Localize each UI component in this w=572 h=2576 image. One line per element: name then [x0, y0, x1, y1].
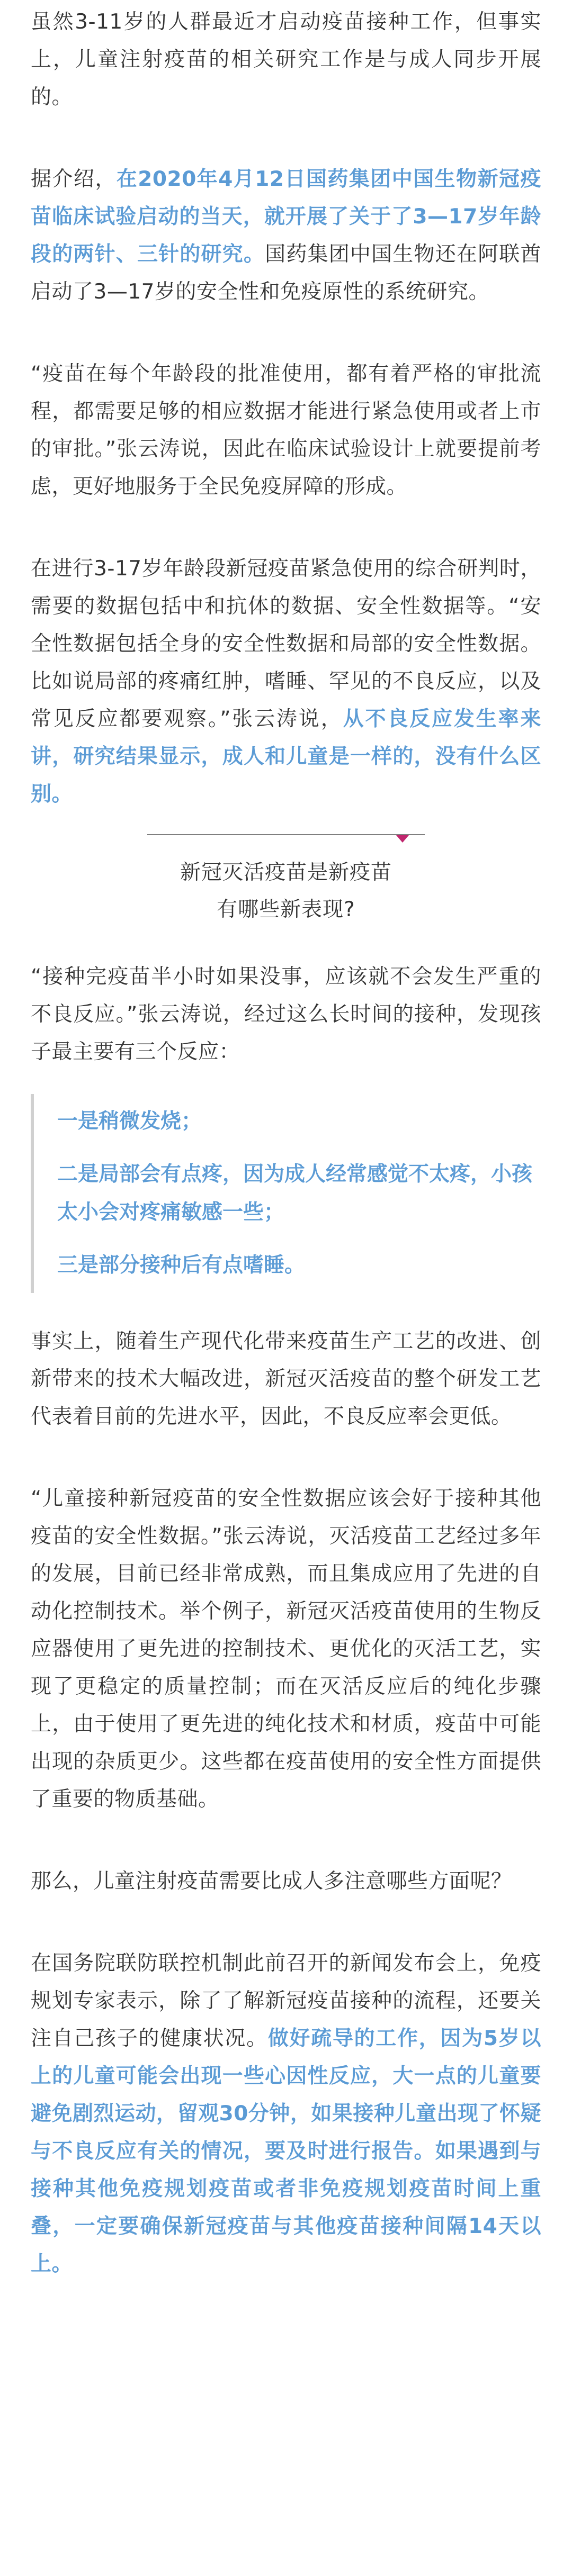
- paragraph-7: [31, 1480, 541, 1818]
- paragraph-text: 虽然3-11岁的人群最近才启动疫苗接种工作，但事实上，儿童注射疫苗的相关研究工作是与成人同步开展的。: [31, 10, 541, 109]
- paragraph-3: [31, 355, 541, 505]
- paragraph-text: “疫苗在每个年龄段的批准使用，都有着严格的审批流程，都需要足够的相应数据才能进行紧急使用或者上市的审批。”张云涛说，因此在临床试验设计上就要提前考虑，更好地服务于全民免疫屏障的形成。: [31, 362, 541, 499]
- paragraph-text: 据介绍，: [31, 167, 117, 191]
- paragraph-6: [31, 1323, 541, 1435]
- divider-line: [147, 834, 425, 835]
- paragraph-text: 在进行3-17岁年龄段新冠疫苗紧急使用的综合研判时，需要的数据包括中和抗体的数据、安全性数据等。“安全性数据包括全身的安全性数据和局部的安全性数据。比如说局部的疼痛红肿，嗜睡、罕见的不良反应，以及常见反应都要观察。”张云涛说，: [31, 557, 541, 731]
- paragraph-text: 事实上，随着生产现代化带来疫苗生产工艺的改进、创新带来的技术大幅改进，新冠灭活疫苗的整个研发工艺代表着目前的先进水平，因此，不良反应率会更低。: [31, 1330, 541, 1429]
- reaction-list-quote: [31, 1094, 541, 1293]
- triangle-marker-icon: [396, 835, 409, 843]
- paragraph-text: “接种完疫苗半小时如果没事，应该就不会发生严重的不良反应。”张云涛说，经过这么长时间的接种，发现孩子最主要有三个反应：: [31, 965, 541, 1064]
- section-heading: [31, 835, 541, 928]
- paragraph-5: [31, 958, 541, 1071]
- paragraph-text: 国药集团中国生物还在阿联酋启动了3—17岁的安全性和免疫原性的系统研究。: [31, 242, 541, 304]
- reaction-item-2: 二是局部会有点疼，因为成人经常感觉不太疼，小孩太小会对疼痛敏感一些；: [57, 1162, 533, 1224]
- paragraph-text: 在国务院联防联控机制此前召开的新闻发布会上，免疫规划专家表示，除了了解新冠疫苗接种的流程，还要关注自己孩子的健康状况。: [31, 1951, 541, 2050]
- section-divider: [31, 834, 541, 928]
- article-body: [31, 3, 541, 2283]
- paragraph-text: “儿童接种新冠疫苗的安全性数据应该会好于接种其他疫苗的安全性数据。”张云涛说，灭活疫苗工艺经过多年的发展，目前已经非常成熟，而且集成应用了先进的自动化控制技术。举个例子，新冠灭活疫苗使用的生物反应器使用了更先进的控制技术、更优化的灭活工艺，实现了更稳定的质量控制；而在灭活反应后的纯化步骤上，由于使用了更先进的纯化技术和材质，疫苗中可能出现的杂质更少。这些都在疫苗使用的安全性方面提供了重要的物质基础。: [31, 1487, 541, 1811]
- section-heading-line-1: 新冠灭活疫苗是新疫苗: [180, 861, 392, 884]
- paragraph-1: [31, 3, 541, 116]
- paragraph-2: [31, 160, 541, 311]
- highlighted-text: 做好疏导的工作，因为5岁以上的儿童可能会出现一些心因性反应，大一点的儿童要避免剧烈运动，留观30分钟，如果接种儿童出现了怀疑与不良反应有关的情况，要及时进行报告。如果遇到与接种其他免疫规划疫苗或者非免疫规划疫苗时间上重叠，一定要确保新冠疫苗与其他疫苗接种间隔14天以上。: [31, 2027, 541, 2276]
- paragraph-9: [31, 1945, 541, 2283]
- paragraph-8: [31, 1863, 541, 1900]
- paragraph-4: [31, 550, 541, 813]
- highlighted-text: 在2020年4月12日国药集团中国生物新冠疫苗临床试验启动的当天，就开展了关于了3—17岁年龄段的两针、三针的研究。: [31, 167, 541, 266]
- section-heading-line-2: 有哪些新表现?: [217, 898, 355, 921]
- highlighted-text: 从不良反应发生率来讲，研究结果显示，成人和儿童是一样的，没有什么区别。: [31, 707, 541, 806]
- reaction-item-3: 三是部分接种后有点嗜睡。: [57, 1253, 306, 1277]
- reaction-item-1: 一是稍微发烧；: [57, 1109, 202, 1133]
- paragraph-text: 那么，儿童注射疫苗需要比成人多注意哪些方面呢？: [31, 1869, 512, 1893]
